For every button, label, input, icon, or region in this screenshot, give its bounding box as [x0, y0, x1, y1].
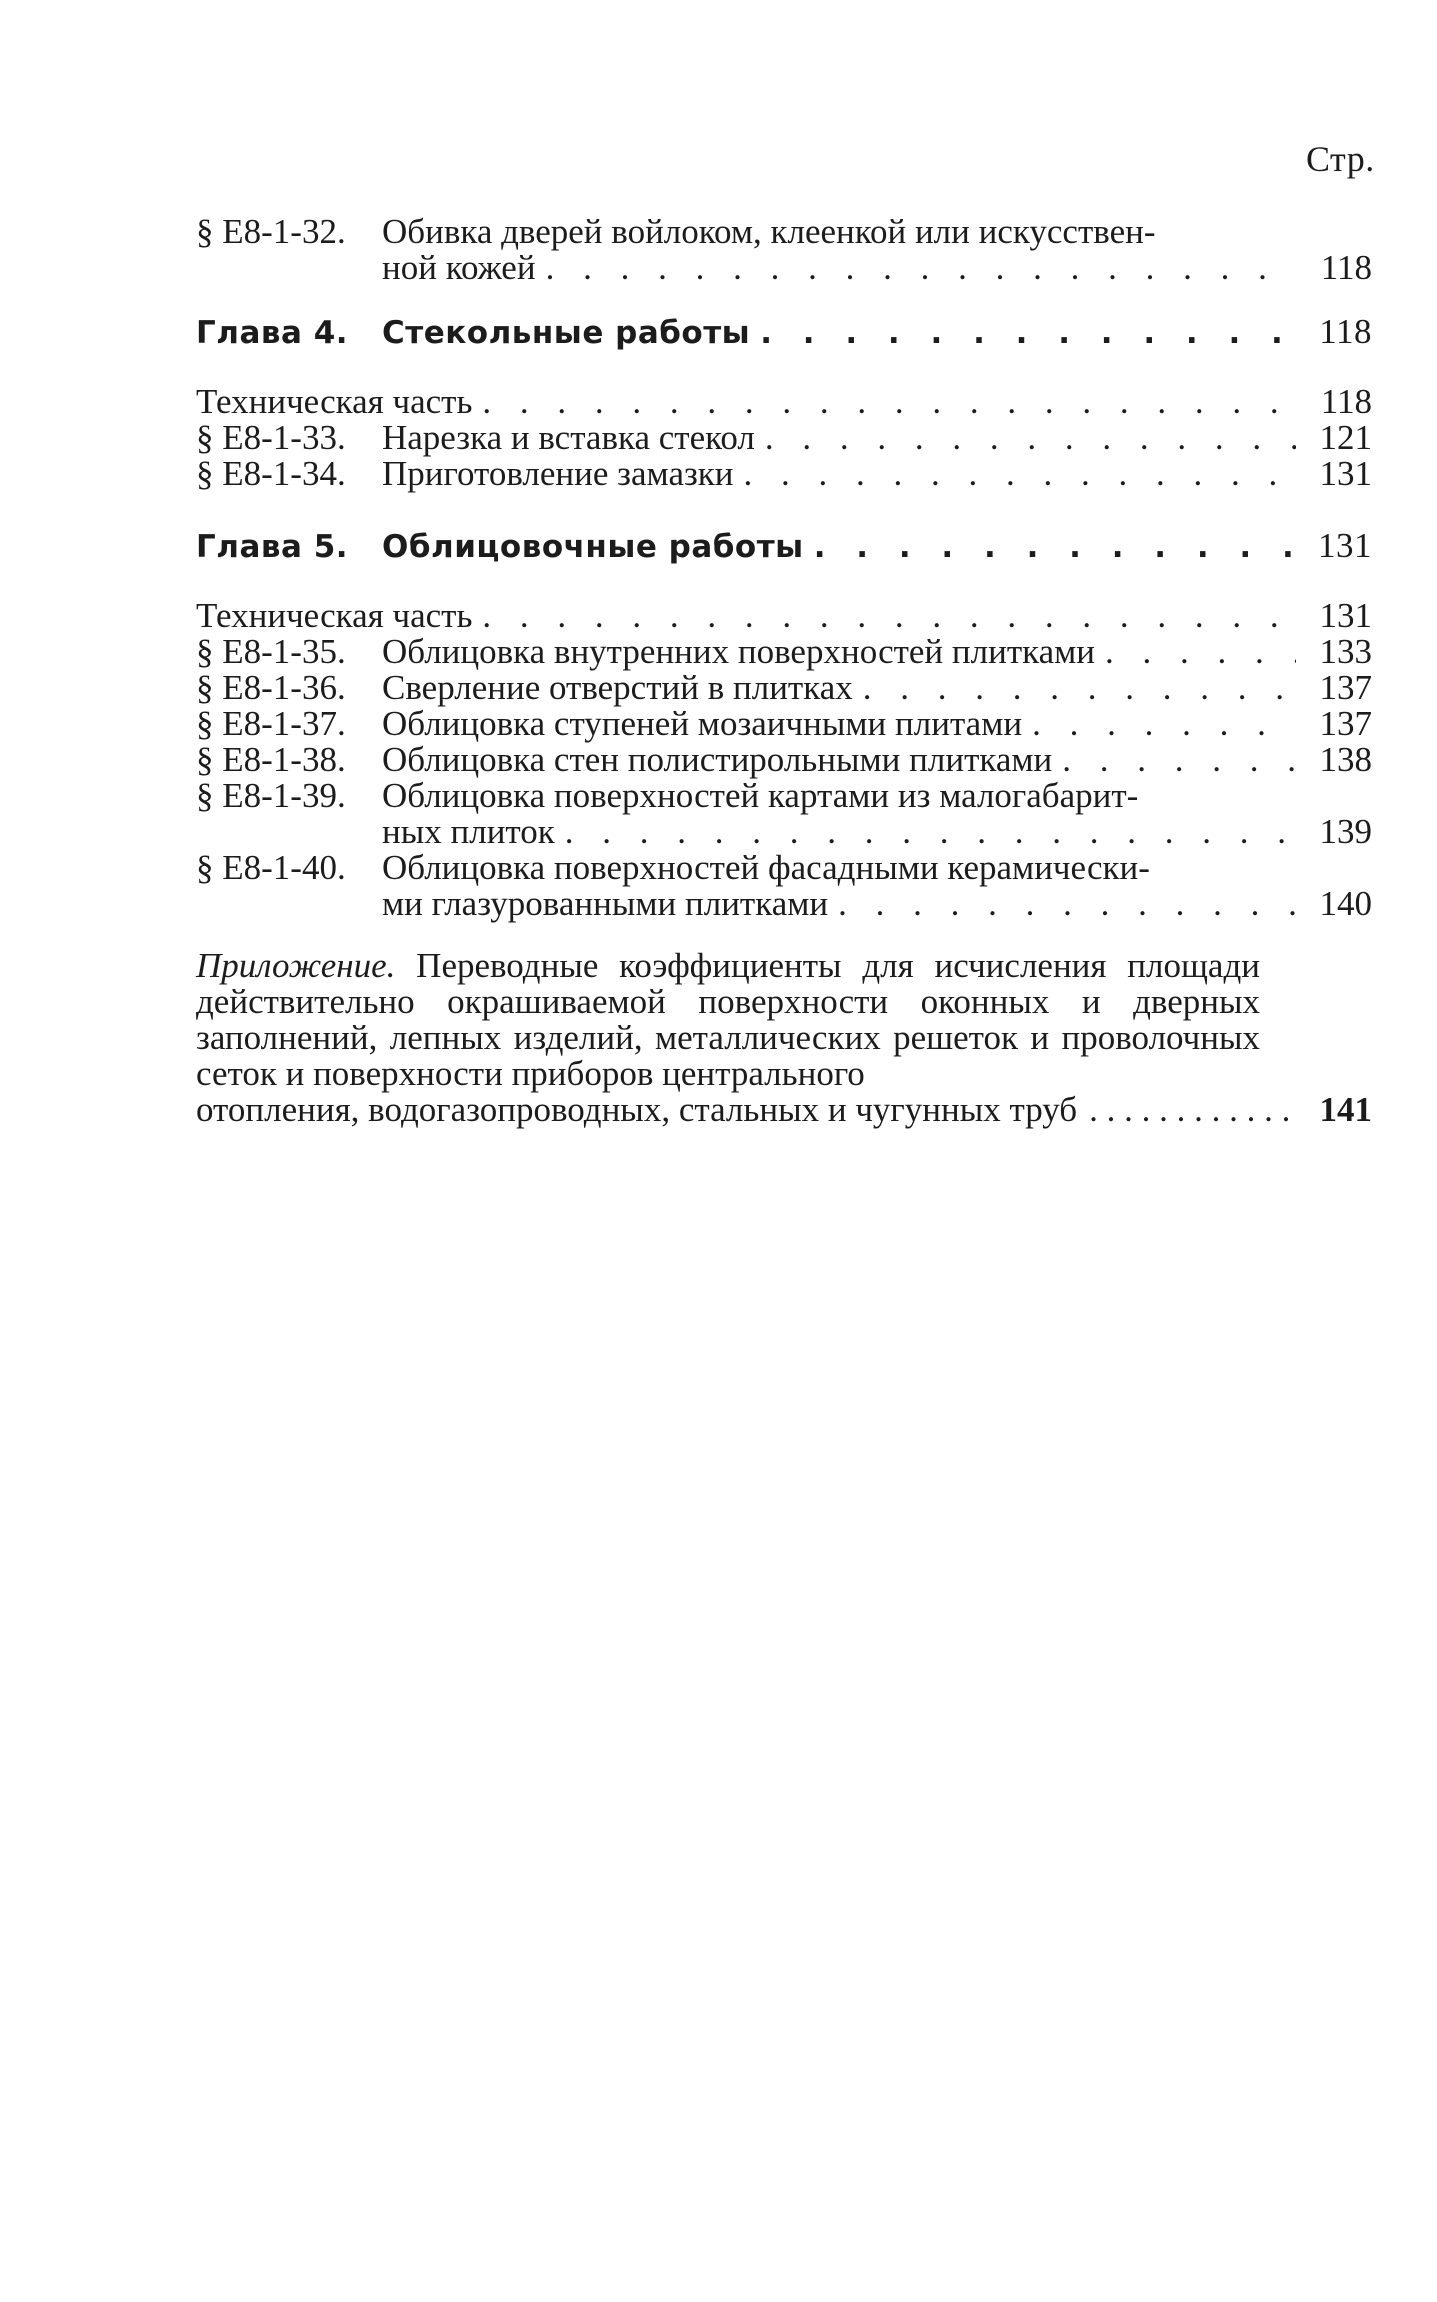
entry-page-number: 118 — [1320, 382, 1372, 421]
entry-code: § Е8-1-34. — [196, 454, 346, 493]
entry-code: § Е8-1-33. — [196, 418, 346, 457]
entry-code: § Е8-1-36. — [196, 668, 346, 707]
appendix-last-line — [196, 1092, 1372, 1128]
entry-code: § Е8-1-39. — [196, 776, 346, 815]
appendix-last-line-text: отопления, водогазопроводных, стальных и чугунных труб — [196, 1090, 1078, 1129]
entry-title-line2: ных плиток — [382, 812, 555, 851]
entry-title-line2: ми глазурованными плитками — [382, 884, 829, 923]
chapter-label: Глава 4. — [196, 315, 349, 351]
entry-page-number: 131 — [1319, 596, 1372, 635]
leader-dots — [1077, 1092, 1296, 1128]
entry-code: § Е8-1-35. — [196, 632, 346, 671]
appendix-paragraph — [196, 948, 1260, 1092]
entry-page-number: 137 — [1319, 668, 1372, 707]
entry-page-number: 131 — [1318, 526, 1372, 565]
page-column-header: Стр. — [1306, 139, 1375, 179]
entry-page-number: 133 — [1319, 632, 1372, 671]
entry-page-number: 131 — [1319, 454, 1372, 493]
entry-title: Техническая часть — [196, 596, 473, 635]
leader-dots — [1095, 634, 1296, 670]
leader-dots — [828, 886, 1296, 922]
toc-chapter-4[interactable] — [196, 314, 1372, 350]
entry-code: § Е8-1-37. — [196, 704, 346, 743]
toc-entry-e8-1-38[interactable] — [196, 742, 1372, 778]
entry-code: § Е8-1-32. — [196, 212, 346, 251]
chapter-title: Облицовочные работы — [382, 529, 804, 565]
entry-code: § Е8-1-40. — [196, 848, 346, 887]
toc-entry-e8-1-32[interactable] — [196, 214, 1372, 286]
chapter-label: Глава 5. — [196, 529, 349, 565]
entry-page-number: 138 — [1319, 740, 1372, 779]
entry-page-number: 140 — [1319, 884, 1372, 923]
leader-dots — [555, 814, 1296, 850]
toc-entry-e8-1-33[interactable] — [196, 420, 1372, 456]
chapter-title: Стекольные работы — [382, 315, 751, 351]
appendix-label: Приложение. — [196, 946, 396, 985]
entry-title: Облицовка внутренних поверхностей плитками — [382, 632, 1096, 671]
entry-page-number: 118 — [1319, 312, 1372, 351]
toc-entry-technical-part-4[interactable] — [196, 384, 1372, 420]
leader-dots — [472, 384, 1296, 420]
entry-title: Сверление отверстий в плитках — [382, 668, 853, 707]
leader-dots — [1052, 742, 1296, 778]
leader-dots — [536, 250, 1296, 286]
toc-entry-e8-1-39[interactable] — [196, 778, 1372, 850]
leader-dots — [755, 420, 1296, 456]
leader-dots — [472, 598, 1296, 634]
entry-page-number: 139 — [1319, 812, 1372, 851]
entry-title: Приготовление замазки — [382, 454, 734, 493]
toc-entry-e8-1-34[interactable] — [196, 456, 1372, 492]
entry-title-line1: Обивка дверей войлоком, клеенкой или искусствен- — [382, 212, 1156, 251]
leader-dots — [1022, 706, 1296, 742]
leader-dots — [804, 529, 1296, 565]
entry-title: Облицовка стен полистирольными плитками — [382, 740, 1053, 779]
leader-dots — [750, 315, 1296, 351]
entry-title-line1: Облицовка поверхностей фасадными керамически- — [382, 848, 1150, 887]
entry-title-line1: Облицовка поверхностей картами из малогабарит- — [382, 776, 1139, 815]
entry-page-number: 137 — [1319, 704, 1372, 743]
appendix-body: Переводные коэффициенты для исчисления площади действительно окрашиваемой поверхности оконных и дверных заполнений, лепных изделий, металлических решеток и проволочных сеток и поверхности приборов центрального — [196, 946, 1261, 1093]
leader-dots — [734, 456, 1296, 492]
toc-entry-e8-1-37[interactable] — [196, 706, 1372, 742]
entry-title: Нарезка и вставка стекол — [382, 418, 755, 457]
toc-chapter-5[interactable] — [196, 528, 1372, 564]
toc-entry-e8-1-36[interactable] — [196, 670, 1372, 706]
entry-page-number: 118 — [1320, 248, 1372, 287]
toc-entry-technical-part-5[interactable] — [196, 598, 1372, 634]
leader-dots — [853, 670, 1296, 706]
toc-entry-e8-1-40[interactable] — [196, 850, 1372, 922]
entry-title-line2: ной кожей — [382, 248, 536, 287]
entry-title: Техническая часть — [196, 382, 473, 421]
toc-entry-e8-1-35[interactable] — [196, 634, 1372, 670]
entry-code: § Е8-1-38. — [196, 740, 346, 779]
entry-page-number: 121 — [1319, 418, 1372, 457]
appendix-page-number: 141 — [1319, 1090, 1372, 1129]
toc-appendix[interactable] — [196, 948, 1372, 1128]
entry-title: Облицовка ступеней мозаичными плитами — [382, 704, 1023, 743]
